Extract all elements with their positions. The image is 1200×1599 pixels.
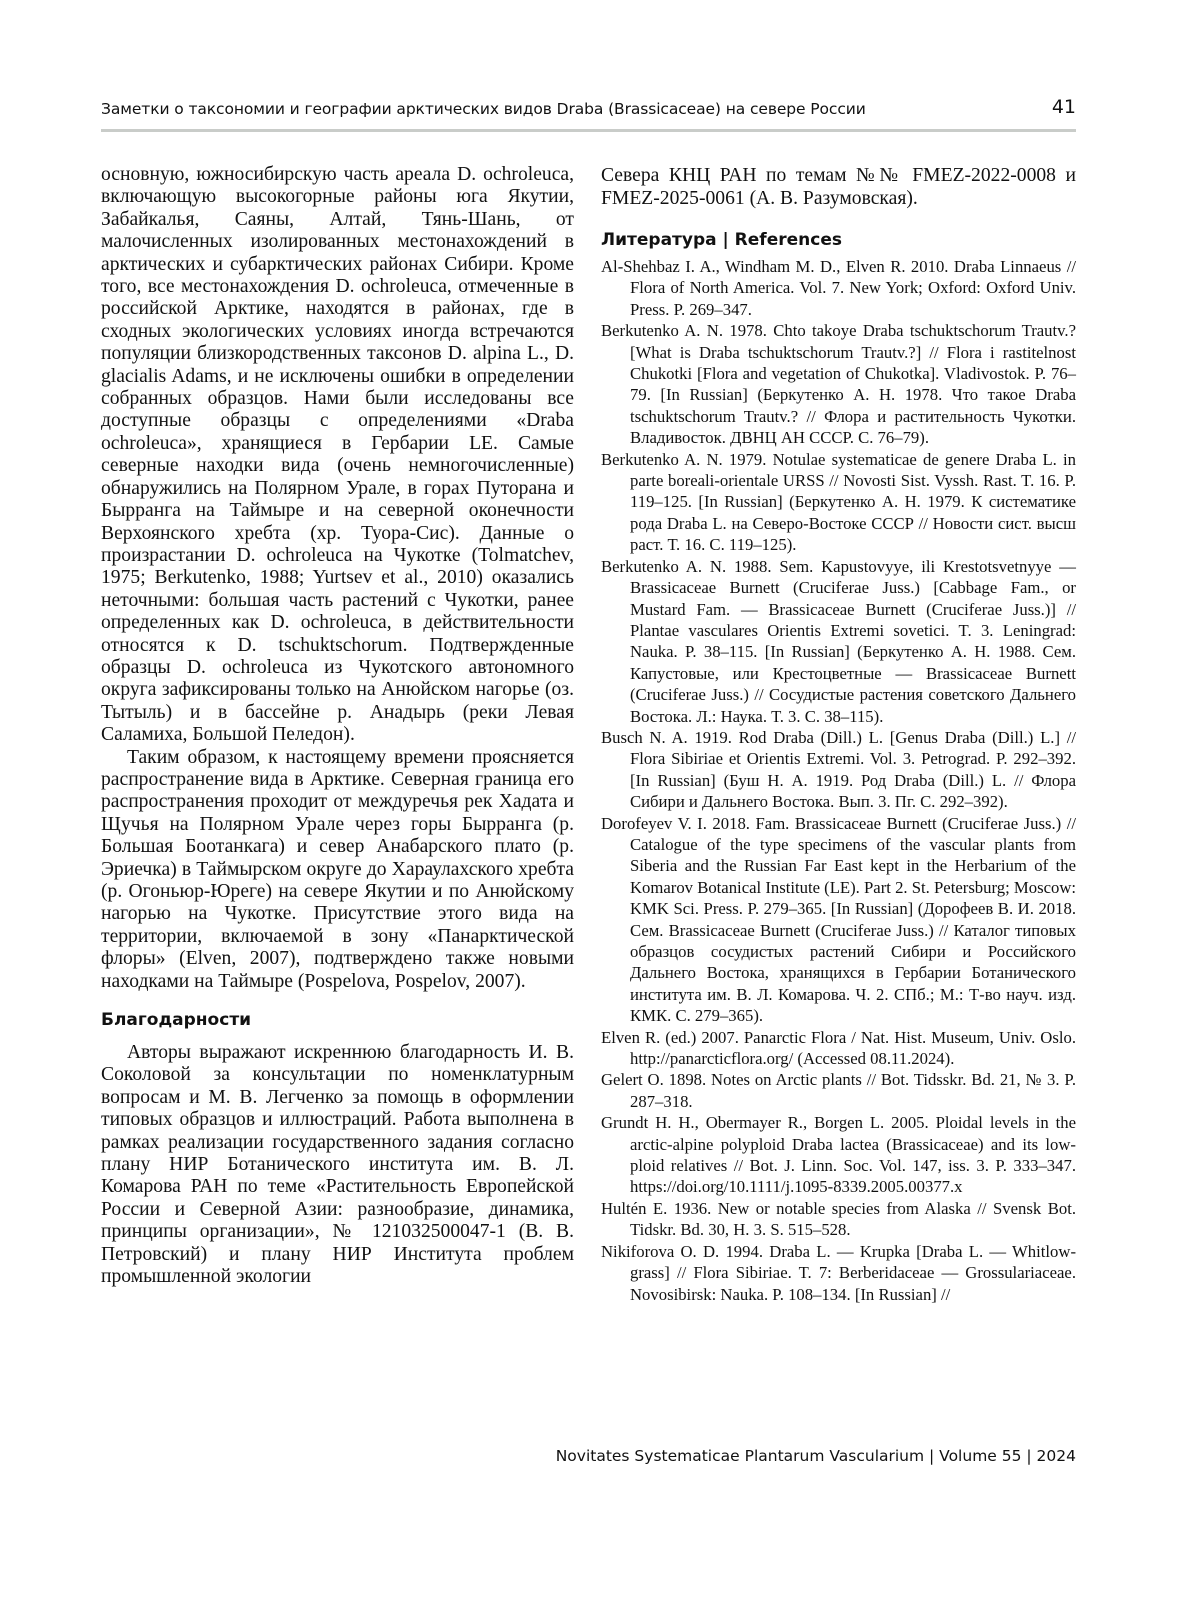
running-title: Заметки о таксономии и географии арктических видов Draba (Brassicaceae) на севере России [101, 100, 866, 118]
reference-item: Berkutenko A. N. 1988. Sem. Kapustovyye, ili Krestotsvetnyye — Brassicaceae Burnett (Cruciferae Juss.) [Cabbage Fam., or Mustard Fam. — Brassicaceae Burnett (Cruciferae Juss.)] // Plantae vasculares Orientis Extremi sovetici. T. 3. Leningrad: Nauka. P. 38–115. [In Russian] (Беркутенко А. Н. 1988. Сем. Капустовые, или Крестоцветные — Brassicaceae Burnett (Cruciferae Juss.) // Сосудистые растения советского Дальнего Востока. Л.: Наука. Т. 3. С. 38–115). [601, 556, 1076, 726]
body-paragraph-2: Таким образом, к настоящему времени проясняется распространение вида в Арктике. Северная граница его распространения проходит от междуречья рек Хадата и Щучья на Полярном Урале через горы Бырранга (р. Большая Боотанкага) и север Анабарского плато (р. Эриечка) в Таймырском округе до Хараулахского хребта (р. Огоньюр-Юреге) на севере Якутии и по Анюйскому нагорью на Чукотке. Присутствие этого вида на территории, включаемой в зону «Панарктической флоры» (Elven, 2007), подтверждено также новыми находками на Таймыре (Pospelova, Pospelov, 2007). [101, 746, 574, 992]
reference-item: Nikiforova O. D. 1994. Draba L. — Krupka [Draba L. — Whitlow-grass] // Flora Sibiriae. T. 7: Berberidaceae — Grossulariaceae. Novosibirsk: Nauka. P. 108–134. [In Russian] // [601, 1241, 1076, 1304]
reference-item: Al-Shehbaz I. A., Windham M. D., Elven R. 2010. Draba Linnaeus // Flora of North America. Vol. 7. New York; Oxford: Oxford Univ. Press. P. 269–347. [601, 257, 1076, 319]
right-column [601, 164, 1076, 1305]
page-number: 41 [1051, 96, 1076, 118]
body-paragraph-1: основную, южносибирскую часть ареала D. ochroleuca, включающую высокогорные районы юга Якутии, Забайкалья, Саяны, Алтай, Тянь-Шань, от малочисленных изолированных местонахождений в арктических и субарктических районах Сибири. Кроме того, все местонахождения D. ochroleuca, отмеченные в российской Арктике, находятся в районах, где в сходных экологических условиях иногда встречаются популяции близкородственных таксонов D. alpina L., D. glacialis Adams, и не исключены ошибки в определении собранных образцов. Нами были исследованы все доступные образцы с определениями «Draba ochroleuca», хранящиеся в Гербарии LE. Самые северные находки вида (очень немногочисленные) обнаружились на Полярном Урале, в горах Путорана и Бырранга на Таймыре и на северной оконечности Верхоянского хребта (хр. Туора-Сис). Данные о произрастании D. ochroleuca на Чукотке (Tolmatchev, 1975; Berkutenko, 1988; Yurtsev et al., 2010) оказались неточными: большая часть растений с Чукотки, ранее определенных как D. ochroleuca, в действительности относятся к D. tschuktschorum. Подтвержденные образцы D. ochroleuca из Чукотского автономного округа зафиксированы только на Анюйском нагорье (оз. Тытыль) и в бассейне р. Анадырь (реки Левая Саламиха, Большой Пеледон). [101, 164, 574, 746]
reference-item: Berkutenko A. N. 1978. Chto takoye Draba tschuktschorum Trautv.? [What is Draba tschuktschorum Trautv.?] // Flora i rastitelnost Chukotki [Flora and vegetation of Chukotka]. Vladivostok. P. 76–79. [In Russian] (Беркутенко А. Н. 1978. Что такое Draba tschuktschorum Trautv.? // Флора и растительность Чукотки. Владивосток. ДВНЦ АН СССР. С. 76–79). [601, 321, 1076, 448]
reference-item: Grundt H. H., Obermayer R., Borgen L. 2005. Ploidal levels in the arctic-alpine polyploid Draba lactea (Brassicaceae) and its low-ploid relatives // Bot. J. Linn. Soc. Vol. 147, iss. 3. P. 333–347. https://doi.org/10.1111/j.1095-8339.2005.00377.x [601, 1113, 1076, 1197]
reference-item: Dorofeyev V. I. 2018. Fam. Brassicaceae Burnett (Cruciferae Juss.) // Catalogue of the type specimens of the vascular plants from Siberia and the Russian Far East kept in the Herbarium of the Komarov Botanical Institute (LE). Part 2. St. Petersburg; Moscow: KMK Sci. Press. P. 279–365. [In Russian] (Дорофеев В. И. 2018. Сем. Brassicaceae Burnett (Cruciferae Juss.) // Каталог типовых образцов сосудистых растений Сибири и Российского Дальнего Востока, хранящихся в Гербарии Ботанического института им. В. Л. Комарова. Ч. 2. СПб.; М.: Т-во науч. изд. КМК. С. 279–365). [601, 813, 1077, 1026]
reference-item: Berkutenko A. N. 1979. Notulae systematicae de genere Draba L. in parte boreali-orientale URSS // Novosti Sist. Vyssh. Rast. T. 16. P. 119–125. [In Russian] (Беркутенко А. Н. 1979. К систематике рода Draba L. на Северо-Востоке СССР // Новости сист. высш раст. Т. 16. С. 119–125). [601, 449, 1076, 555]
reference-item: Hultén E. 1936. New or notable species from Alaska // Svensk Bot. Tidskr. Bd. 30, H. 3. S. 515–528. [601, 1198, 1076, 1240]
left-column [101, 164, 574, 1289]
acknowledgements-heading: Благодарности [101, 1010, 252, 1031]
reference-item: Gelert O. 1898. Notes on Arctic plants // Bot. Tidsskr. Bd. 21, № 3. P. 287–318. [601, 1070, 1076, 1111]
acknowledgements-text: Авторы выражают искреннюю благодарность И. В. Соколовой за консультации по номенклатурным вопросам и М. В. Легченко за помощь в оформлении типовых образцов и иллюстраций. Работа выполнена в рамках реализации государственного задания согласно плану НИР Ботанического института им. В. Л. Комарова РАН по теме «Растительность Европейской России и Северной Азии: разнообразие, динамика, принципы организации», № 121032500047-1 (В. В. Петровский) и плану НИР Института проблем промышленной экологии [101, 1042, 574, 1288]
reference-list [601, 256, 1076, 1305]
acknowledgements-continued: Севера КНЦ РАН по темам №№ FMEZ-2022-0008 и FMEZ-2025-0061 (А. В. Разумовская). [601, 165, 1076, 209]
header-rule [101, 129, 1076, 132]
running-footer [101, 1447, 1076, 1477]
reference-item: Elven R. (ed.) 2007. Panarctic Flora / Nat. Hist. Museum, Univ. Oslo. http://panarcticflora.org/ (Accessed 08.11.2024). [601, 1027, 1076, 1069]
journal-footer: Novitates Systematicae Plantarum Vascularium | Volume 55 | 2024 [555, 1447, 1076, 1465]
running-header [101, 92, 1076, 132]
reference-item: Busch N. A. 1919. Rod Draba (Dill.) L. [Genus Draba (Dill.) L.] // Flora Sibiriae et Orientis Extremi. Vol. 3. Petrograd. P. 292–392. [In Russian] (Буш Н. А. 1919. Род Draba (Dill.) L. // Флора Сибири и Дальнего Востока. Вып. 3. Пг. С. 292–392). [601, 727, 1076, 812]
references-heading: Литература | References [601, 230, 842, 250]
